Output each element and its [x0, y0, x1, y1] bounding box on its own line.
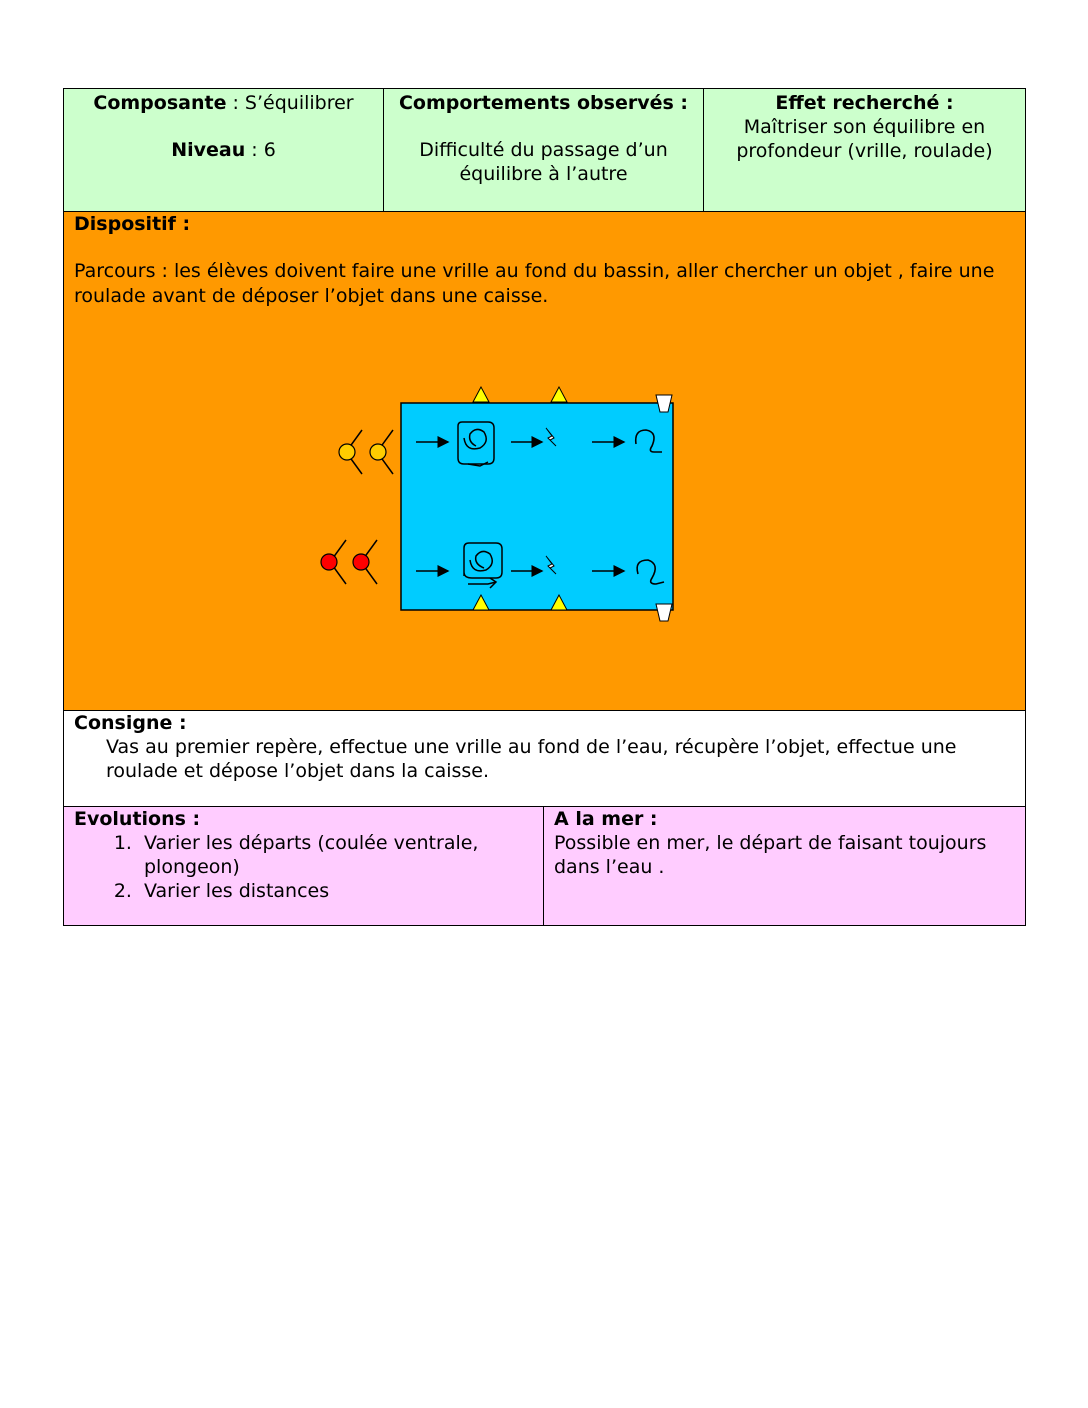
sheet: [63, 88, 1025, 926]
mer-text: Possible en mer, le départ de faisant toujours dans l’eau .: [554, 832, 987, 878]
evolutions-label: Evolutions :: [74, 808, 201, 830]
composante-cell: [64, 89, 384, 212]
pool-rect: [401, 403, 673, 610]
swimmer-red-icon: [353, 540, 377, 584]
evolutions-list: [74, 831, 533, 903]
mer-label: A la mer :: [554, 808, 658, 830]
fiche-table: [63, 88, 1026, 926]
dispositif-text: Parcours : les élèves doivent faire une vrille au fond du bassin, aller chercher un objet , faire une roulade avant de déposer l’objet dans une caisse.: [74, 260, 995, 307]
niveau-label: Niveau: [171, 139, 246, 161]
comportements-text: Difficulté du passage d’un équilibre à l’autre: [419, 139, 668, 185]
comportements-label: Comportements observés :: [398, 92, 689, 114]
effet-cell: [704, 89, 1026, 212]
composante-label: Composante: [93, 92, 227, 114]
cone-icon: [473, 387, 489, 402]
consigne-cell: [64, 711, 1026, 807]
swimmer-yellow-icon: [370, 430, 393, 474]
box-icon: [656, 604, 672, 621]
list-item: 2. Varier les distances: [138, 879, 533, 903]
comportements-cell: [384, 89, 704, 212]
mer-cell: [544, 807, 1026, 926]
swimmer-yellow-icon: [339, 430, 362, 474]
dispositif-cell: [64, 212, 1026, 711]
composante-value: : S’équilibrer: [226, 92, 354, 114]
parcours-diagram: [64, 212, 1024, 710]
consigne-label: Consigne :: [74, 712, 187, 734]
dispositif-label: Dispositif :: [74, 213, 191, 235]
effet-label: Effet recherché :: [775, 92, 954, 114]
evolutions-cell: [64, 807, 544, 926]
cone-icon: [551, 387, 567, 402]
consigne-text: Vas au premier repère, effectue une vrille au fond de l’eau, récupère l’objet, effectue une roulade et dépose l’objet dans la caisse.: [106, 736, 957, 782]
niveau-value: : 6: [245, 139, 276, 161]
effet-text: Maîtriser son équilibre en profondeur (vrille, roulade): [736, 116, 993, 162]
swimmer-red-icon: [321, 540, 346, 584]
list-item: 1. Varier les départs (coulée ventrale, plongeon): [138, 831, 533, 879]
